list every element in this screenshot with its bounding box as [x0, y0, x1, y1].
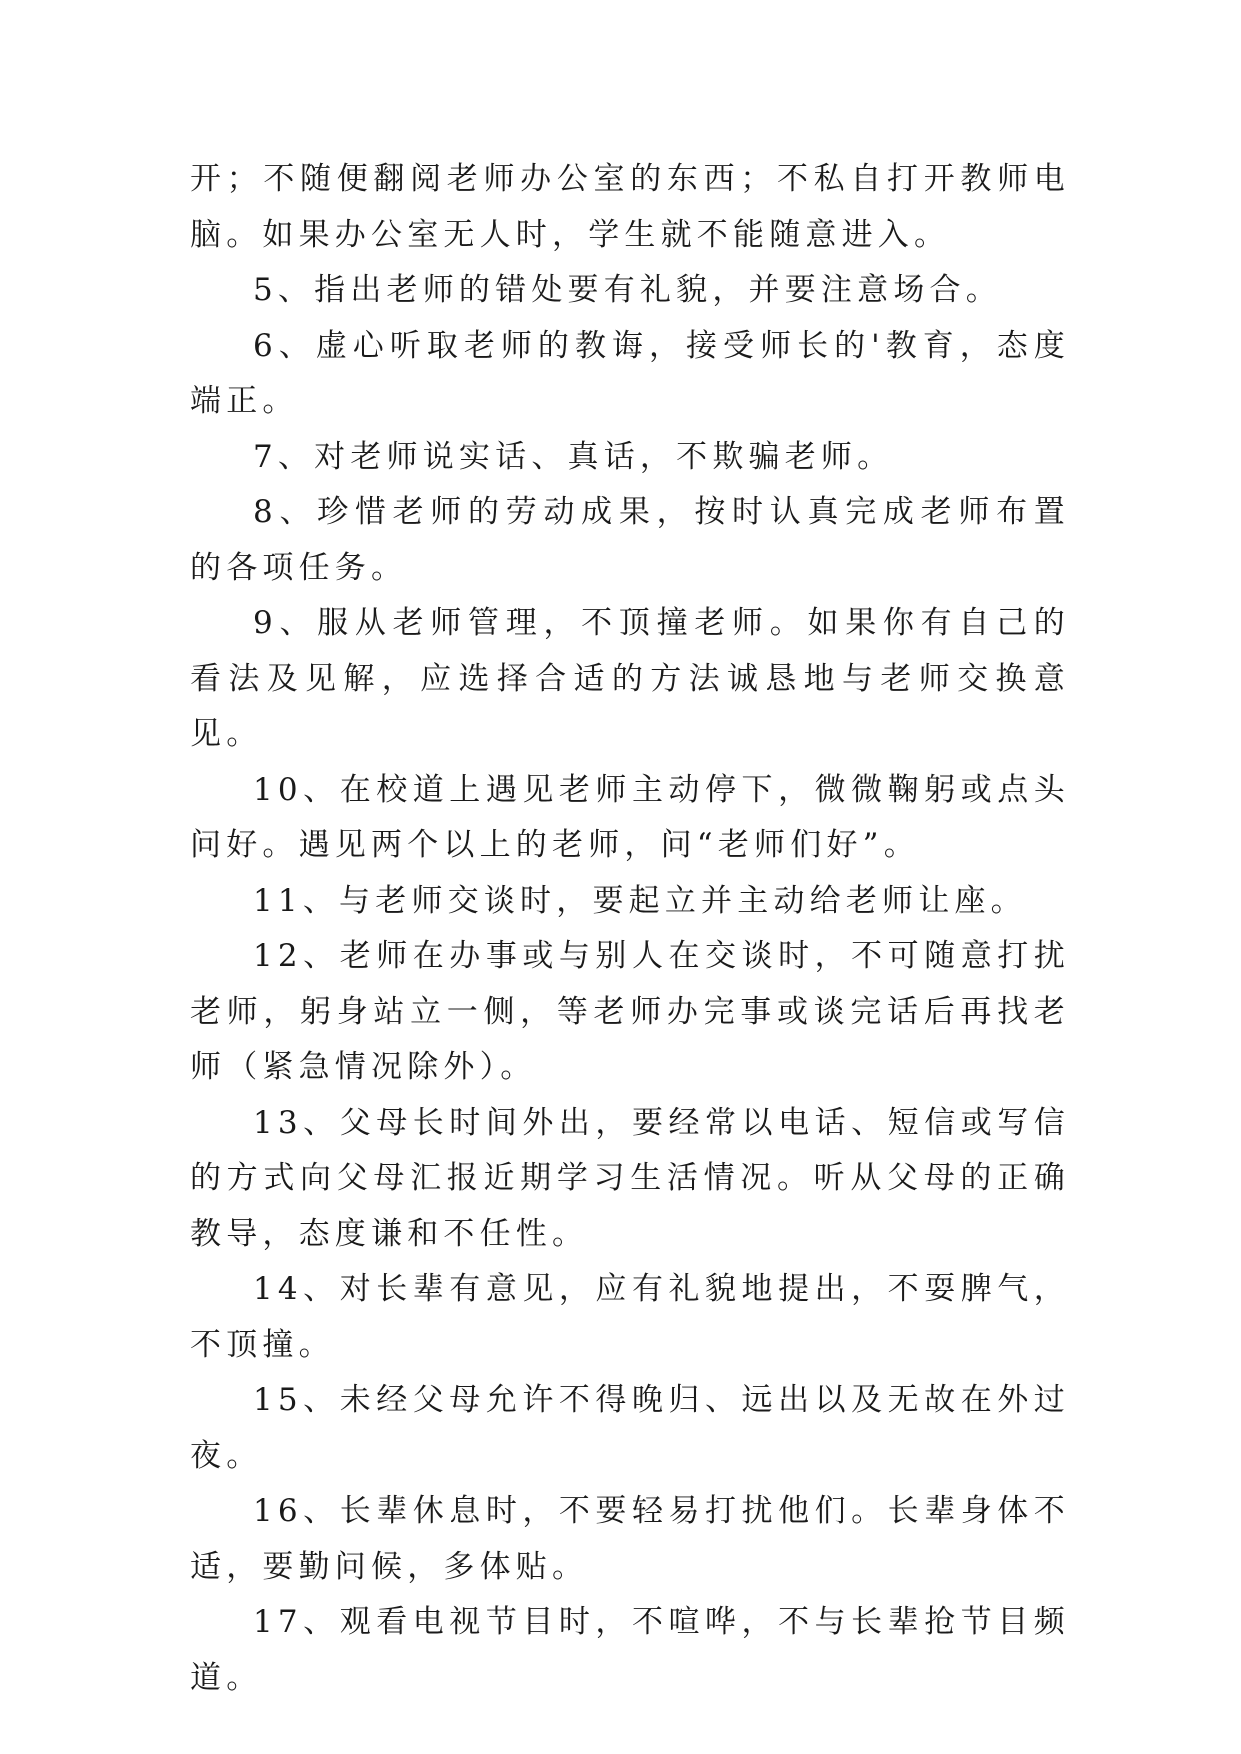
rule-item-7: 7、对老师说实话、真话，不欺骗老师。: [253, 438, 894, 475]
rule-item-13: 13、父母长时间外出，要经常以电话、短信或写信的方式向父母汇报近期学习生活情况。听从父母的正确教导，态度谦和不任性。: [190, 1104, 1070, 1252]
paragraph-continued: 开；不随便翻阅老师办公室的东西；不私自打开教师电脑。如果办公室无人时，学生就不能随意进入。: [190, 161, 1070, 253]
rule-item-6: 6、虚心听取老师的教诲，接受师长的'教育，态度端正。: [190, 327, 1070, 419]
rule-item-9: 9、服从老师管理，不顶撞老师。如果你有自己的看法及见解，应选择合适的方法诚恳地与老师交换意见。: [190, 605, 1070, 752]
rule-item-5: 5、指出老师的错处要有礼貌，并要注意场合。: [253, 272, 1002, 308]
rule-item-8: 8、珍惜老师的劳动成果，按时认真完成老师布置的各项任务。: [190, 494, 1070, 586]
rule-item-16: 16、长辈休息时，不要轻易打扰他们。长辈身体不适，要勤问候，多体贴。: [190, 1493, 1070, 1585]
document-body: [190, 152, 1070, 1706]
rule-item-15: 15、未经父母允许不得晚归、远出以及无故在外过夜。: [190, 1382, 1070, 1474]
rule-item-12: 12、老师在办事或与别人在交谈时，不可随意打扰老师，躬身站立一侧，等老师办完事或谈完话后再找老师（紧急情况除外）。: [190, 938, 1070, 1085]
rule-item-14: 14、对长辈有意见，应有礼貌地提出，不耍脾气，不顶撞。: [190, 1271, 1070, 1363]
rule-item-10: 10、在校道上遇见老师主动停下，微微鞠躬或点头问好。遇见两个以上的老师，问“老师们好”。: [190, 771, 1070, 863]
rule-item-17: 17、观看电视节目时，不喧哗，不与长辈抢节目频道。: [190, 1604, 1070, 1696]
rule-item-11: 11、与老师交谈时，要起立并主动给老师让座。: [253, 882, 1027, 919]
